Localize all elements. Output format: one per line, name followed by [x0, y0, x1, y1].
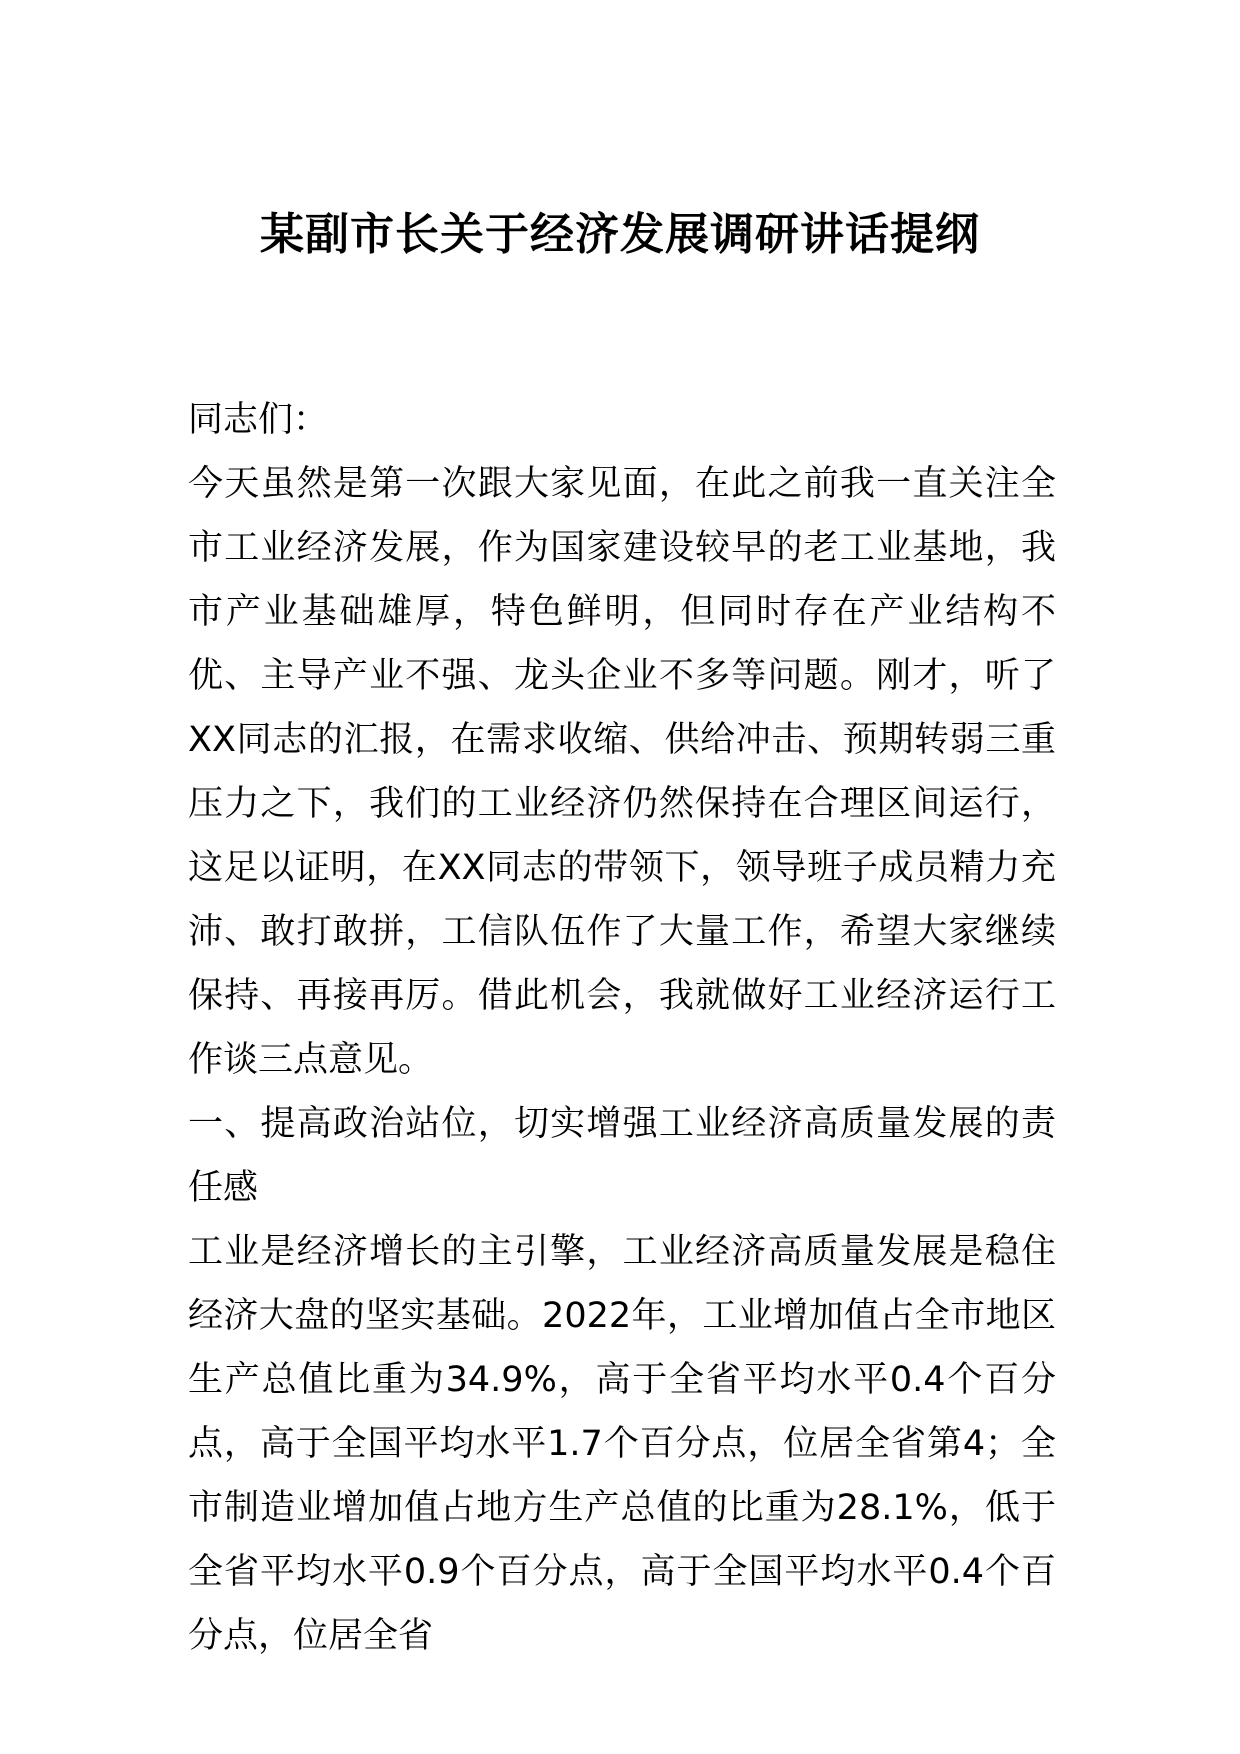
section-heading-1: 一、提高政治站位，切实增强工业经济高质量发展的责任感 — [188, 1104, 1056, 1208]
salutation: 同志们： — [188, 400, 329, 440]
paragraph-section-1: 工业是经济增长的主引擎，工业经济高质量发展是稳住经济大盘的坚实基础。2022年，工业增加值占全市地区生产总值比重为34.9%，高于全省平均水平0.4个百分点，高于全国平均水平1.7个百分点，位居全省第4；全市制造业增加值占地方生产总值的比重为28.1%，低于全省平均水平0.9个百分点，高于全国平均水平0.4个百分点，位居全省 — [188, 1232, 1056, 1656]
document-body — [188, 388, 1056, 1668]
paragraph-opening: 今天虽然是第一次跟大家见面，在此之前我一直关注全市工业经济发展，作为国家建设较早的老工业基地，我市产业基础雄厚，特色鲜明，但同时存在产业结构不优、主导产业不强、龙头企业不多等问题。刚才，听了XX同志的汇报，在需求收缩、供给冲击、预期转弱三重压力之下，我们的工业经济仍然保持在合理区间运行，这足以证明，在XX同志的带领下，领导班子成员精力充沛、敢打敢拼，工信队伍作了大量工作，希望大家继续保持、再接再厉。借此机会，我就做好工业经济运行工作谈三点意见。 — [188, 464, 1056, 1080]
document-title: 某副市长关于经济发展调研讲话提纲 — [260, 209, 980, 260]
